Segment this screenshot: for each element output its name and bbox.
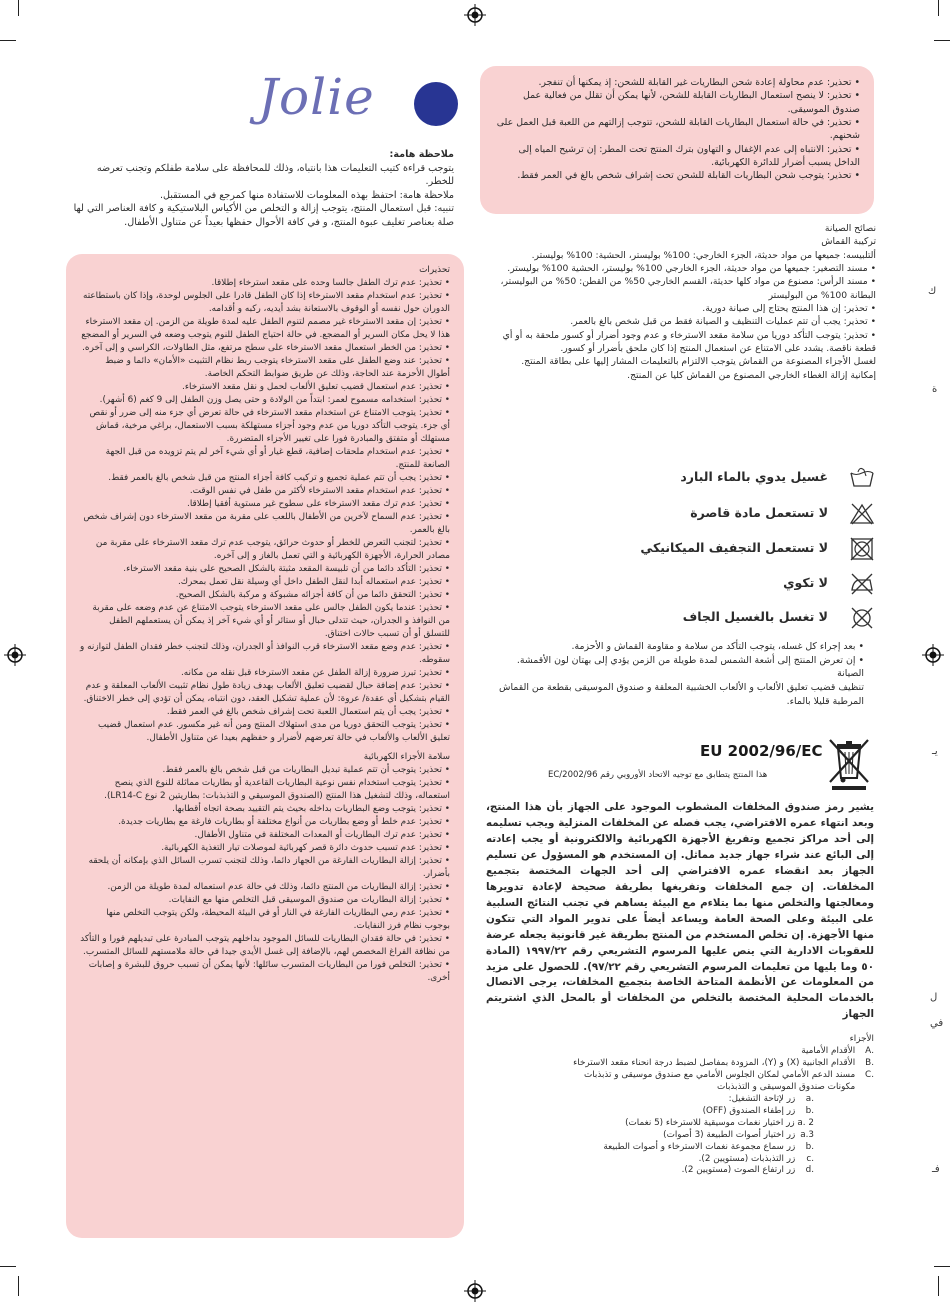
- crop-mark: [18, 0, 19, 16]
- care-symbol-no-iron: [670, 570, 890, 598]
- crop-mark: [938, 0, 939, 16]
- warning-item: • تحذير: عدم استعمال قضيب تعليق الألعاب لحمل و نقل مقعد الاسترخاء.: [182, 382, 450, 392]
- warning-item: • تحذير: يتوجب الامتناع عن استخدام مقعد الاسترخاء في حالة تعرض أي جزء منه إلى ضرر أو نقص أي جزء. يتوجب التأكد دوريا من عدم وجود أجزاء مستهلكة بسبب الاستعمال، براغي مرخية، قماش مستهلك أو متفتق والمبادرة فورا على تغيير الأجزاء المتضررة.: [89, 408, 450, 444]
- crop-mark: [0, 1266, 16, 1267]
- parts-text: زر لإتاحة التشغيل:: [728, 1093, 796, 1104]
- care-subheading: تركيبة القماش: [821, 236, 876, 248]
- care-symbol-no-tumble-dry: [640, 535, 890, 563]
- brand-dot: [414, 82, 458, 126]
- brand-logo: Jolie: [258, 68, 375, 126]
- warning-item: • تحذير: إزالة البطاريات الفارغة من الجهاز دائما، وذلك لتجنب تسرب السائل الذي بإمكانه أن يلحقه بأضرار.: [88, 856, 450, 879]
- care-symbol-label: لا تستعمل مادة قاصرة: [690, 505, 828, 520]
- warning-item: • تحذير: في حالة استعمال البطاريات القابلة للشحن، تتوجب إزالتهم من اللعبة قبل العمل على شحنهم.: [496, 117, 860, 142]
- warning-item: • تحذير: عدم استعماله أبدا لنقل الطفل داخل أي وسيلة نقل تعمل بمحرك.: [177, 577, 450, 587]
- crop-mark: [0, 40, 16, 41]
- no-dry-clean-icon: [848, 604, 876, 632]
- parts-key: .c: [806, 1153, 814, 1164]
- disposal-paragraph: يشير رمز صندوق المخلفات المشطوب الموجود على الجهاز بأن هذا المنتج، وبعد انتهاء عمره الافتراضي، يجب فصله عن المخلفات المنزلية ويجب تسليمه إلى أحد مراكز تجميع وتفريغ الأجهزة الكهربائية والالكترونية أو يجب إعادته إلى البائع عند شراء جهاز جديد مماثل. إن المستخدم هو المسؤول عن تسليم الجهاز بعد انقضاء عمره الافتراضي إلى أحد الجهات المختصة بتجميع المخلفات. إن جمع المخلفات وتفريغها بطريقة صحيحة لإعادة تدويرها ومعالجتها والتخلص منها بما يتلاءم مع البيئة يساهم في تجنب النتائج السلبية على البيئة وعلى الصحة العامة ويساعد أيضاً على تدوير المواد التي تتكون منها الأجهزة. إن تخلص المستخدم من المنتج بطريقة غير قانونية يجعله عرضة للعقوبات الادارية التي ينص عليها المرسوم التشريعي رقم ١٩٩٧/٢٢ (المادة ٥٠ وما يليها من تعليمات المرسوم التشريعي رقم ٩٧/٢٢). للحصول على مزيد من المعلومات عن الأنظمة المتاحة الخاصة بتجميع المخلفات، يرجى الاتصال بالخدمات المحلية المختصة بالتخلص من المخلفات أو بالمحل الذي اشتريتم الجهاز: [486, 801, 875, 1021]
- care-line: • تحذير: يتوجب التأكد دوريا من سلامة مقعد الاسترخاء و عدم وجود أضرار أو كسور ملحقة به أو أي قطعة ناقصة. يشدد على الامتناع عن استعمال المنتج إذا كان ملحق بأضرار أو كسور.: [502, 329, 876, 355]
- parts-key: .a: [805, 1093, 814, 1104]
- care-line: إمكانية إزالة الغطاء الخارجي المصنوع من القماش كليا عن المنتج.: [627, 369, 876, 381]
- warning-item: • تحذير: عدم استخدام ملحقات إضافية، قطع غيار أو أي شيء آخر لم يتم تزويده من قبل الجهة الصانعة للمنتج.: [105, 447, 450, 470]
- crop-mark: [934, 1266, 950, 1267]
- crossed-bin-icon: [826, 736, 874, 792]
- parts-key: .C: [865, 1069, 874, 1080]
- parts-row: [486, 1130, 874, 1142]
- eu-directive-subtitle: هذا المنتج يتطابق مع توجيه الاتحاد الأوروبي رقم EC/2002/96: [548, 770, 768, 780]
- parts-text: الأقدام الأمامية: [801, 1045, 856, 1056]
- care-symbol-label: لا تكوي: [783, 575, 828, 590]
- warning-item: • تحذير: لتجنب التعرض للخطر أو حدوث حرائق، يتوجب عدم ترك مقعد الاسترخاء على مقربة من مصادر الحرارة، الأجهزة الكهربائية و التي تعمل بالغاز و إلى آخره.: [95, 538, 450, 561]
- parts-text: زر ارتفاع الصوت (مستويين 2).: [681, 1165, 796, 1176]
- care-line: • مسند التصغير: جميعها من مواد حديثة، الجزء الخارجي 100% بوليستر، الحشية 100% بوليستر.: [507, 263, 876, 275]
- warning-item: • تحذير: إن مقعد الاسترخاء غير مصمم لتنوم الطفل عليه لمدة طويلة من الزمن. إن مقعد الاسترخاء هذا لا يحل مكان السرير أو المضجع. في حالة احتياج الطفل للنوم يتوجب وضعه في السرير أو المضجع: [81, 317, 450, 340]
- parts-text: زر اختيار أصوات الطبيعة (3 أصوات): [663, 1129, 796, 1140]
- parts-row: [486, 1094, 874, 1106]
- side-fragment: في: [930, 1018, 944, 1029]
- parts-row: [486, 1106, 874, 1118]
- no-tumble-dry-icon: [848, 535, 876, 563]
- warning-item: • تحذير: إزالة البطاريات من المنتج دائما، وذلك في حالة عدم استعماله لمدة طويلة من الزمن.: [107, 882, 450, 892]
- parts-row: [486, 1082, 874, 1094]
- parts-key: .B: [865, 1057, 874, 1068]
- care-symbol-label: لا تستعمل التجفيف الميكانيكي: [640, 540, 828, 555]
- warnings-heading: سلامة الأجزاء الكهربائية: [363, 752, 450, 762]
- care-symbol-label: لا تغسل بالغسيل الجاف: [682, 609, 828, 624]
- note-line: تنبيه: قبل استعمال المنتج، يتوجب إزالة و التخلص من الأكياس البلاستيكية و كافة العناصر التي لها صلة بعناصر تغليف عبوة المنتج، و في كافة الأحوال حفظها بعيداً عن متناول الأطفال.: [73, 203, 454, 229]
- warning-item: • تحذير: يجب أن يتم استعمال اللعبة تحت إشراف شخص بالغ في العمر فقط.: [166, 707, 450, 717]
- warning-item: • تحذير: يتوجب وضع البطاريات بداخله بحيث يتم التقييد بصحة اتجاه أقطابها.: [172, 804, 450, 814]
- care-heading: نصائح الصيانة: [824, 223, 876, 234]
- battery-warnings-box: [480, 66, 874, 214]
- warning-item: • تحذير: عدم إضافة حبال لقضيب تعليق الألعاب بهدف زيادة طول نظام تثبيت الألعاب المعلقة و عدم القيام بتشكيل أي عقدة/ عروة: لأن عملية تشكيل العقد، دون انتباه، يمكن أن تؤدي إلى خطر الاختناق.: [83, 681, 450, 704]
- after-wash-heading: الصيانة: [837, 668, 864, 680]
- side-fragment: يـ: [932, 746, 938, 757]
- parts-row: [486, 1058, 874, 1070]
- warning-item: • تحذير: من الخطر استعمال مقعد الاسترخاء على سطح مرتفع، مثل الطاولات، الكراسي و إلى آخره.: [82, 343, 450, 353]
- warning-item: • تحذير: عدم استخدام مقعد الاسترخاء إذا كان الطفل قادرا على الجلوس لوحدة، وإذا كان باستطاعته الدوران حول نفسه أو الوقوف بالاستعانة بشد أيديه، ركبه و أقدامه.: [82, 291, 450, 314]
- care-line: • تحذير: إن هذا المنتج يحتاج إلى صيانة دورية.: [702, 303, 876, 315]
- parts-text: زر اختيار نغمات موسيقية للاسترخاء (5 نغمات): [625, 1117, 795, 1128]
- parts-row: [486, 1118, 874, 1130]
- parts-key: .b: [805, 1141, 814, 1152]
- care-line: لغسل الأجزاء المصنوعة من القماش يتوجب الالتزام بالتعليمات المشار إليها على بطاقة المنتج.: [521, 356, 876, 368]
- note-line: ملاحظة هامة:: [389, 149, 454, 160]
- parts-text: زر التذبذبات (مستويين 2).: [698, 1153, 796, 1164]
- warning-item: • تحذير: عدم ترك الطفل جالسا وحده على مقعد استرخاء إطلاقا.: [211, 278, 450, 288]
- registration-mark-left: [4, 644, 26, 666]
- warning-item: • تحذير: في حالة فقدان البطاريات للسائل الموجود بداخلهم يتوجب المبادرة على تبديلهم فورا و التأكد من نظافة الفراغ المخصص لهم، بالإضافة إلى غسل الأيدي جيدا في حالة ملامستهم للسائل المتسرب.: [80, 934, 450, 957]
- no-bleach-icon: [848, 500, 876, 528]
- warning-item: • تحذير: التأكد دائما من أن تلبيسة المقعد مثبتة بالشكل الصحيح على بنية مقعد الاسترخاء.: [123, 564, 450, 574]
- warning-item: • تحذير: يتوجب أن تتم عملية تبديل البطاريات من قبل شخص بالغ بالعمر فقط.: [162, 765, 450, 775]
- parts-key: a.3: [800, 1129, 814, 1140]
- registration-mark-bottom: [464, 1280, 486, 1302]
- crop-mark: [18, 1276, 19, 1296]
- warnings-box: [66, 254, 464, 1238]
- note-line: يتوجب قراءة كتيب التعليمات هذا بانتباه، وذلك للمحافظة على سلامة طفلكم وتجنب تعرضه للخطر.: [96, 162, 454, 188]
- no-iron-icon: [848, 570, 876, 598]
- warning-item: • تحذير: تبرز ضرورة إزالة الطفل عن مقعد الاسترخاء قبل نقله من مكانه.: [180, 668, 450, 678]
- warning-item: • تحذير: عدم وضع مقعد الاسترخاء قرب النوافذ أو الجدران، وذلك لتجنب خطر فقدان الطفل لتوازنه و سقوطه.: [80, 642, 450, 665]
- registration-mark-top: [464, 4, 486, 26]
- warning-item: • تحذير: التحقق دائما من أن كافة أجزائه مشبوكة و مركبة بالشكل الصحيح.: [175, 590, 450, 600]
- after-wash-line: • بعد إجراء كل غسله، يتوجب التأكد من سلامة و مقاومة القماش و الأحزمة.: [571, 641, 864, 652]
- care-line: • مسند الرأس: مصنوع من مواد كلها حديثة، القسم الخارجي 50% من القطن: 50% من البوليستر، البطانة 100% من البوليستر: [500, 276, 876, 301]
- parts-row: [486, 1070, 874, 1082]
- care-symbol-label: غسيل يدوي بالماء البارد: [680, 469, 828, 484]
- warning-item: • تحذير: عدم استخدام مقعد الاسترخاء لأكثر من طفل في نفس الوقت.: [189, 486, 450, 496]
- after-wash-section: [486, 640, 864, 708]
- registration-mark-right: [922, 644, 944, 666]
- warning-item: • تحذير: استخدامه مسموح لعمر: ابتداً من الولادة و حتى يصل وزن الطفل إلى 9 كغم (6 أشهر).: [99, 395, 450, 405]
- parts-row: [486, 1154, 874, 1166]
- parts-heading: الأجزاء: [849, 1034, 874, 1044]
- side-fragment: ة: [932, 384, 938, 395]
- parts-row: [486, 1165, 874, 1177]
- note-line: ملاحظة هامة: احتفظ بهذه المعلومات للاستفادة منها كمرجع في المستقبل.: [159, 189, 454, 201]
- crop-mark: [934, 40, 950, 41]
- parts-key: a. 2: [797, 1117, 814, 1128]
- warning-item: • تحذير: عدم خلط أو وضع بطاريات من أنواع مختلفة أو بطاريات فارغة مع بطاريات جديدة.: [118, 817, 450, 827]
- after-wash-line: تنظيف قضيب تعليق الألعاب و الألعاب الخشبية المعلقة و صندوق الموسيقى بقطعة من القماش المرطبة قليلا بالماء.: [499, 681, 864, 707]
- care-symbol-hand-wash: [670, 464, 890, 492]
- care-symbol-no-dry-clean: [670, 604, 890, 632]
- eu-directive-title: EU 2002/96/EC: [700, 742, 823, 760]
- warning-item: • تحذير: يتوجب شحن البطاريات القابلة للشحن تحت إشراف شخص بالغ في العمر فقط.: [517, 170, 860, 182]
- parts-text: مكونات صندوق الموسيقى و التذبذبات: [716, 1081, 856, 1092]
- care-line: ألتلبيسه: جميعها من مواد حديثة، الجزء الخارجي: 100% بوليستر، الحشية: 100% بوليستر.: [531, 249, 876, 261]
- warning-item: • تحذير: يجب أن تتم عملية تجميع و تركيب كافة أجزاء المنتج من قبل شخص بالغ بالعمر فقط.: [108, 473, 450, 483]
- after-wash-line: • إن تعرض المنتج إلى أشعة الشمس لمدة طويلة من الزمن يؤدي إلى بهتان لون الأقمشة.: [516, 654, 864, 666]
- parts-list: [486, 1034, 874, 1177]
- warning-item: • تحذير: يتوجب استخدام نفس نوعية البطاريات القاعدية أو بطاريات مماثلة للنوع الذي ينصح استعماله، وذلك لتشغيل هذا المنتج (الصندوق الموسيقي و التذبذبات: بطاريتين 2 نوع LR14-C).: [104, 778, 450, 801]
- side-fragment: ك: [928, 286, 937, 297]
- parts-key: .A: [865, 1045, 874, 1056]
- warning-item: • تحذير: إزالة البطاريات من صندوق الموسيقى قبل التخلص منها مع النفايات.: [168, 895, 450, 905]
- parts-row: [486, 1046, 874, 1058]
- warning-item: • تحذير: عدم رمي البطاريات الفارغة في النار أو في البيئة المحيطة، ولكن يتوجب التخلص منها بوجوب نظام فرز النفايات.: [106, 908, 450, 931]
- important-note: [66, 148, 454, 230]
- warning-item: • تحذير: عندما يكون الطفل جالس على مقعد الاسترخاء يتوجب الامتناع عن عدم وضعه على مقربة من النوافذ و الجدران، حيث تتدلى حبال أو ستائر أو أي شيء آخر إذ يمكن أن يستعملهم الطفل للتسلق أو أن تسبب حالات اختناق.: [92, 603, 450, 639]
- parts-text: الأقدام الجانبية (X) و (Y)، المزودة بمفاصل لضبط درجة انحناء مقعد الاسترخاء: [573, 1057, 856, 1068]
- warning-item: • تحذير: عدم السماح لآخرين من الأطفال باللعب على مقربة من مقعد الاسترخاء دون إشراف شخص بالغ بالعمر.: [83, 512, 450, 535]
- warning-item: • تحذير: عدم ترك مقعد الاسترخاء على سطوح غير مستوية أفقيا إطلاقا.: [187, 499, 450, 509]
- warning-item: • تحذير: عدم تسبب حدوث دائرة قصر كهربائية لموصلات تيار التغذية الكهربائية.: [161, 843, 450, 853]
- parts-text: زر سماع مجموعة نغمات الاسترخاء و أصوات الطبيعة: [603, 1141, 796, 1152]
- warning-item: • تحذير: عدم محاولة إعادة شحن البطاريات غير القابلة للشحن: إذ يمكنها أن تنفجر.: [538, 77, 860, 88]
- parts-key: .b: [805, 1105, 814, 1116]
- warnings-heading: تحذيرات: [419, 265, 450, 275]
- warning-item: • تحذير: الانتباه إلى عدم الإغفال و التهاون بترك المنتج تحت المطر: إن ترشيح المياه إلى الداخل يسبب أضرار للدائرة الكهربائية.: [518, 143, 860, 169]
- hand-wash-icon: [848, 464, 876, 492]
- parts-key: .d: [805, 1165, 814, 1176]
- care-line: • تحذير: يجب أن تتم عمليات التنظيف و الصيانة فقط من قبل شخص بالغ بالعمر.: [570, 316, 876, 328]
- warning-item: • تحذير: عدم ترك البطاريات أو المعدات المختلفة في متناول الأطفال.: [194, 830, 450, 840]
- care-section: [498, 222, 876, 382]
- care-symbol-no-bleach: [670, 500, 890, 528]
- warning-item: • تحذير: التخلص فورا من البطاريات المتسرب سائلها: لأنها يمكن أن تسبب حروق للبشرة و إصابات أخرى.: [88, 960, 450, 983]
- parts-text: مسند الدعم الأمامي لمكان الجلوس الأمامي مع صندوق موسيقى و تذبذبات: [583, 1069, 856, 1080]
- parts-row: [486, 1142, 874, 1154]
- crop-mark: [938, 1276, 939, 1296]
- side-fragment: فـ: [932, 1164, 940, 1175]
- parts-text: زر إطفاء الصندوق (OFF): [702, 1105, 796, 1116]
- warning-item: • تحذير: يتوجب التحقق دوريا من مدى استهلاك المنتج ومن أنه غير مكسور. عدم استعمال قضيب تعليق الألعاب والألعاب في حالة تعرضهم لأضرار و حفظهم بعيدا عن متناول الأطفال.: [97, 720, 450, 743]
- warning-item: • تحذير: عند وضع الطفل على مقعد الاسترخاء يتوجب ربط نظام التثبيت «الأمان» دائما و ضبط أطوال الأحزمة عند الحاجة، وذلك عن طريق ضوابط التحكم الخاصة.: [105, 356, 450, 379]
- warning-item: • تحذير: لا ينصح استعمال البطاريات القابلة للشحن، لأنها يمكن أن تقلل من فعالية عمل صندوق الموسيقى.: [523, 90, 860, 115]
- side-fragment: ل: [930, 992, 938, 1003]
